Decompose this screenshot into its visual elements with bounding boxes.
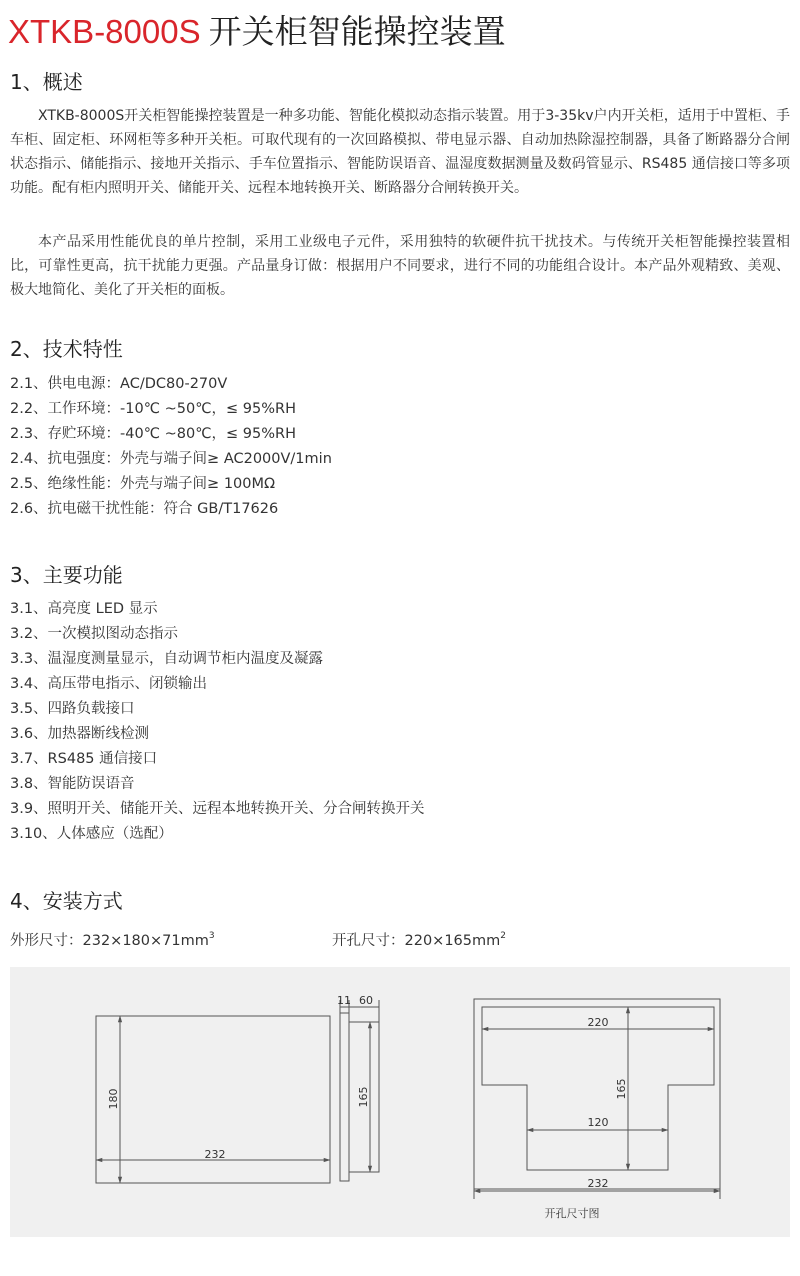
functions-list [10,597,425,847]
side-height-label: 165 [357,1086,370,1108]
functions-heading: 3、主要功能 [10,563,123,587]
cutout-shape [482,1007,714,1170]
front-height-label: 180 [107,1088,120,1110]
list-item: 3.6、加热器断线检测 [10,726,150,742]
list-item: 3.10、人体感应（选配） [10,826,173,842]
list-item: 2.2、工作环境：-10℃ ~50℃，≤ 95%RH [10,401,296,417]
cutout-dimensions-label: 开孔尺寸：220×165mm [332,933,501,949]
overview-heading: 1、概述 [10,70,83,94]
list-item: 3.4、高压带电指示、闭锁输出 [10,676,208,692]
list-item: 2.3、存贮环境：-40℃ ~80℃，≤ 95%RH [10,426,296,442]
overview-paragraph-2: 本产品采用性能优良的单片控制，采用工业级电子元件，采用独特的软硬件抗干扰技术。与传统开关柜智能操控装置相比，可靠性更高，抗干扰能力更强。产品量身订做：根据用户不同要求，进行不同的功能组合设计。本产品外观精致、美观、极大地简化、美化了开关柜的面板。 [10,234,790,298]
dimension-diagram [10,967,790,1237]
list-item: 2.5、绝缘性能：外壳与端子间≥ 100MΩ [10,476,276,492]
outline-dimensions-label: 外形尺寸：232×180×71mm [10,933,209,949]
diagram-caption: 开孔尺寸图 [544,1207,600,1220]
cutout-total-width-label: 232 [587,1177,609,1190]
list-item: 3.2、一次模拟图动态指示 [10,626,179,642]
side-dim-b-label: 60 [359,994,373,1007]
install-heading: 4、安装方式 [10,889,123,913]
side-dim-a-label: 11 [337,994,351,1007]
list-item: 2.1、供电电源：AC/DC80-270V [10,376,228,392]
side-view-bezel [340,1013,349,1181]
list-item: 3.7、RS485 通信接口 [10,751,158,767]
product-model: XTKB-8000S [8,13,201,50]
list-item: 3.5、四路负载接口 [10,701,135,717]
cutout-height-label: 165 [615,1078,628,1100]
overview-paragraph-1: XTKB-8000S开关柜智能操控装置是一种多功能、智能化模拟动态指示装置。用于3-35kv户内开关柜，适用于中置柜、手车柜、固定柜、环网柜等多种开关柜。可取代现有的一次回路模拟、带电显示器、自动加热除湿控制器，具备了断路器分合闸状态指示、储能指示、接地开关指示、手车位置指示、智能防误语音、温湿度数据测量及数码管显示、RS485 通信接口等多项功能。配有柜内照明开关、储能开关、远程本地转换开关、断路器分合闸转换开关。 [10,108,790,196]
list-item: 3.9、照明开关、储能开关、远程本地转换开关、分合闸转换开关 [10,801,425,817]
cutout-exponent: 2 [500,931,506,941]
outline-dimensions [10,929,215,950]
front-width-label: 232 [204,1148,226,1161]
cutout-dimensions [332,929,506,950]
outline-exponent: 3 [208,931,215,941]
list-item: 2.6、抗电磁干扰性能：符合 GB/T17626 [10,501,279,517]
specs-list [10,372,332,522]
list-item: 3.1、高亮度 LED 显示 [10,601,158,617]
page-title [8,6,506,50]
dimension-drawing [10,967,790,1237]
list-item: 3.3、温湿度测量显示，自动调节柜内温度及凝露 [10,651,324,667]
product-name: 开关柜智能操控装置 [208,12,506,51]
list-item: 2.4、抗电强度：外壳与端子间≥ AC2000V/1min [10,451,332,467]
cutout-inner-width-label: 120 [587,1116,609,1129]
list-item: 3.8、智能防误语音 [10,776,135,792]
cutout-top-width-label: 220 [587,1016,609,1029]
specs-heading: 2、技术特性 [10,337,123,361]
